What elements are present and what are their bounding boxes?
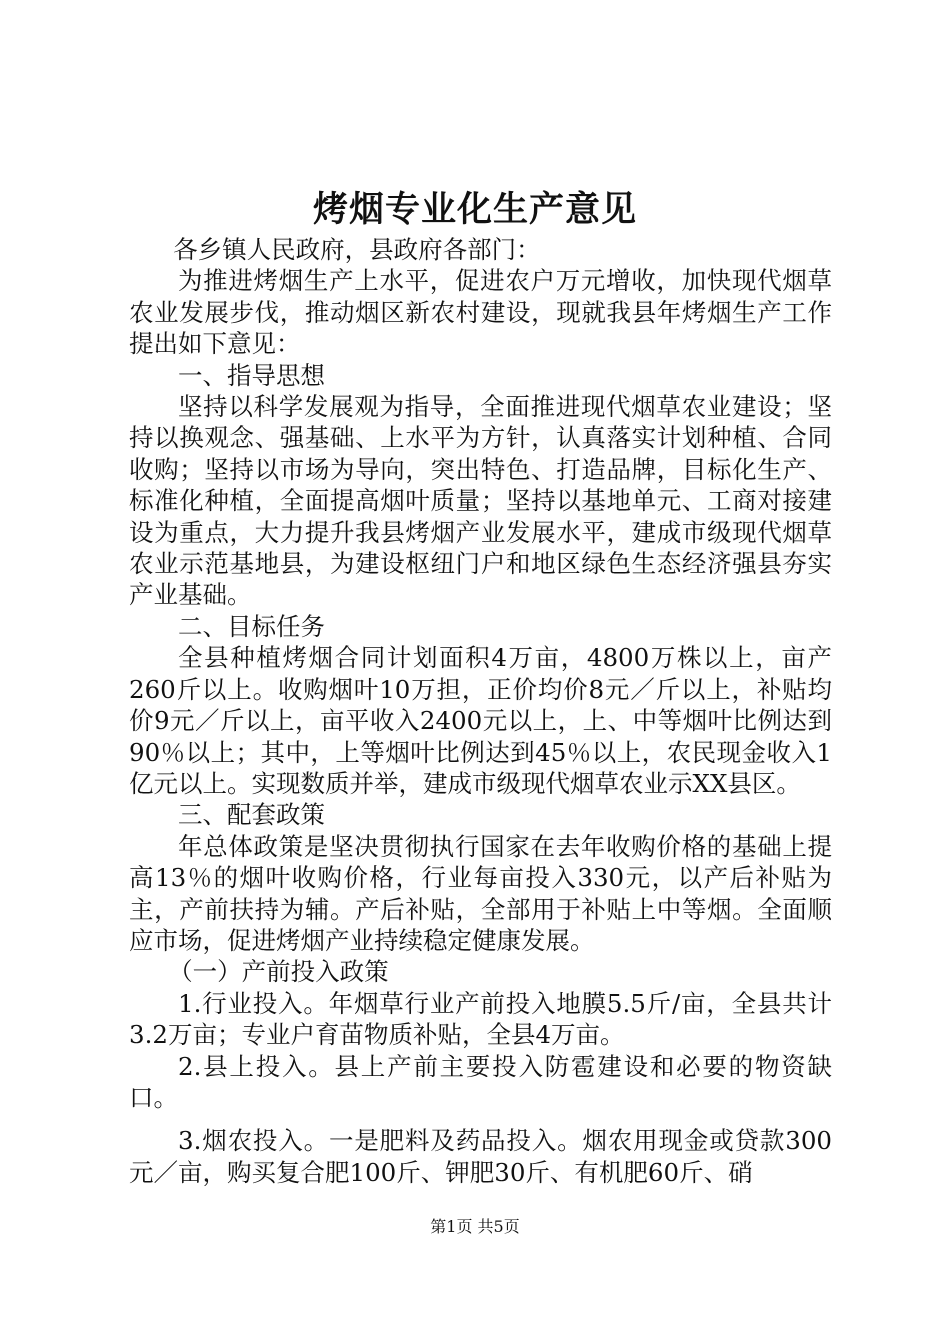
guiding-ideology-paragraph: 坚持以科学发展观为指导，全面推进现代烟草农业建设；坚持以换观念、强基础、上水平为方针，认真落实计划种植、合同收购；坚持以市场为导向，突出特色、打造品牌，目标化生产、标准化种植，全面提高烟叶质量；坚持以基地单元、工商对接建设为重点，大力提升我县烤烟产业发展水平，建成市级现代烟草农业示范基地县，为建设枢纽门户和地区绿色生态经济强县夯实产业基础。 [129, 392, 832, 610]
subsection-heading-preproduction: （一）产前投入政策 [168, 957, 389, 987]
salutation-paragraph: 各乡镇人民政府，县政府各部门： [173, 235, 541, 264]
document-body [129, 234, 832, 1188]
county-investment-paragraph: 2.县上投入。县上产前主要投入防雹建设和必要的物资缺口。 [129, 1051, 832, 1112]
industry-investment-paragraph: 1.行业投入。年烟草行业产前投入地膜5.5斤/亩，全县共计3.2万亩；专业户育苗物质补贴，全县4万亩。 [129, 988, 832, 1050]
farmer-investment-paragraph: 3.烟农投入。一是肥料及药品投入。烟农用现金或贷款300元／亩，购买复合肥100斤、钾肥30斤、有机肥60斤、硝 [129, 1126, 832, 1187]
goals-paragraph: 全县种植烤烟合同计划面积4万亩，4800万株以上，亩产260斤以上。收购烟叶10万担，正价均价8元／斤以上，补贴均价9元／斤以上，亩平收入2400元以上，上、中等烟叶比例达到90％以上；其中，上等烟叶比例达到45％以上，农民现金收入1亿元以上。实现数质并举，建成市级现代烟草农业示XX县区。 [129, 643, 832, 798]
section-heading-guiding-ideology: 一、指导思想 [178, 360, 325, 390]
policies-paragraph: 年总体政策是坚决贯彻执行国家在去年收购价格的基础上提高13％的烟叶收购价格，行业每亩投入330元，以产后补贴为主，产前扶持为辅。产后补贴，全部用于补贴上中等烟。全面顺应市场，促进烤烟产业持续稳定健康发展。 [129, 831, 832, 955]
page-number-footer: 第1页 共5页 [430, 1217, 520, 1236]
document-title: 烤烟专业化生产意见 [312, 189, 637, 230]
section-heading-policies: 三、配套政策 [178, 800, 325, 830]
intro-paragraph: 为推进烤烟生产上水平，促进农户万元增收，加快现代烟草农业发展步伐，推动烟区新农村建设，现就我县年烤烟生产工作提出如下意见： [129, 266, 832, 359]
section-heading-goals: 二、目标任务 [178, 611, 325, 641]
